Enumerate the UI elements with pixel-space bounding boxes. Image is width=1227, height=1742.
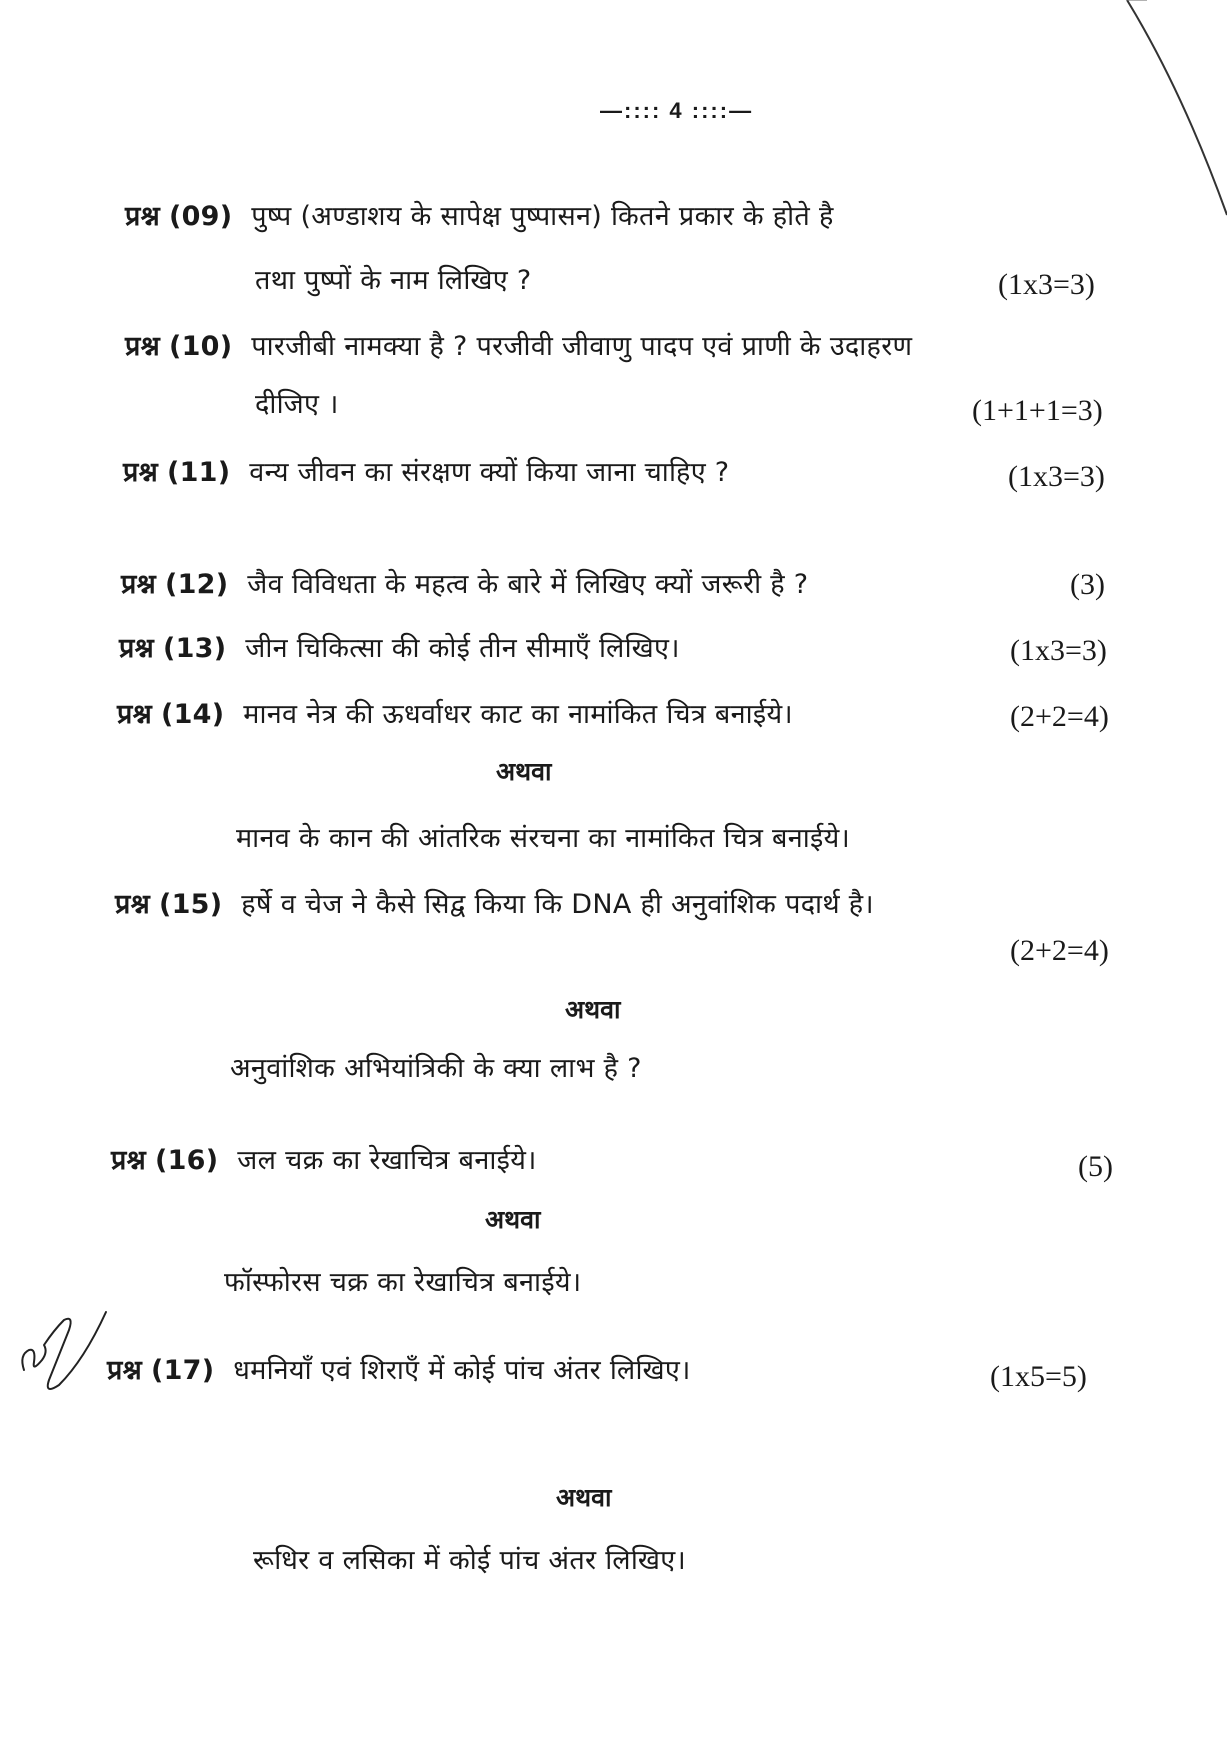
question-label: प्रश्न — [125, 331, 161, 362]
question-13 — [119, 628, 680, 665]
question-number: (12) — [164, 569, 229, 600]
question-17-alternative: रूधिर व लसिका में कोई पांच अंतर लिखिए। — [253, 1545, 686, 1576]
question-16 — [111, 1140, 537, 1177]
marks-10: (1+1+1=3) — [972, 394, 1103, 427]
question-text: पारजीबी नामक्या है ? परजीवी जीवाणु पादप एवं प्राणी के उदाहरण — [251, 331, 913, 362]
marks-11: (1x3=3) — [1008, 460, 1105, 493]
question-09 — [125, 196, 834, 233]
question-number: (09) — [168, 201, 233, 232]
or-label-17: अथवा — [556, 1483, 612, 1512]
marks-12: (3) — [1070, 568, 1105, 601]
marks-09: (1x3=3) — [998, 268, 1095, 301]
or-label-15: अथवा — [565, 995, 621, 1024]
question-text: हर्षे व चेज ने कैसे सिद्व किया कि DNA ही अनुवांशिक पदार्थ है। — [241, 889, 874, 920]
question-label: प्रश्न — [107, 1355, 143, 1386]
page-number: —:::: 4 ::::— — [600, 98, 754, 123]
question-text: जैव विविधता के महत्व के बारे में लिखिए क्यों जरूरी है ? — [247, 569, 809, 600]
question-number: (14) — [160, 699, 225, 730]
marks-16: (5) — [1078, 1150, 1113, 1183]
question-number: (17) — [150, 1355, 215, 1386]
question-14-alternative: मानव के कान की आंतरिक संरचना का नामांकित चित्र बनाईये। — [236, 823, 851, 854]
question-12 — [121, 564, 808, 601]
or-label-16: अथवा — [485, 1205, 541, 1234]
question-16-alternative: फॉस्फोरस चक्र का रेखाचित्र बनाईये। — [224, 1267, 582, 1298]
question-number: (11) — [166, 457, 231, 488]
question-14 — [117, 694, 793, 731]
question-label: प्रश्न — [117, 699, 153, 730]
marks-14: (2+2=4) — [1010, 700, 1109, 733]
question-15-alternative: अनुवांशिक अभियांत्रिकी के क्या लाभ है ? — [230, 1053, 642, 1084]
question-label: प्रश्न — [123, 457, 159, 488]
question-label: प्रश्न — [115, 889, 151, 920]
question-15 — [115, 884, 874, 921]
marks-17: (1x5=5) — [990, 1360, 1087, 1393]
question-10-line2: दीजिए । — [255, 389, 339, 420]
question-text: धमनियाँ एवं शिराएँ में कोई पांच अंतर लिखिए। — [233, 1355, 691, 1386]
or-label-14: अथवा — [496, 757, 552, 786]
question-number: (16) — [154, 1145, 219, 1176]
folded-corner — [1087, 0, 1227, 220]
question-text: वन्य जीवन का संरक्षण क्यों किया जाना चाहिए ? — [249, 457, 730, 488]
question-17 — [107, 1350, 691, 1387]
question-label: प्रश्न — [125, 201, 161, 232]
question-text: जल चक्र का रेखाचित्र बनाईये। — [237, 1145, 537, 1176]
question-number: (10) — [168, 331, 233, 362]
question-11 — [123, 452, 729, 489]
question-text: मानव नेत्र की ऊधर्वाधर काट का नामांकित चित्र बनाईये। — [243, 699, 793, 730]
question-number: (15) — [158, 889, 223, 920]
question-label: प्रश्न — [111, 1145, 147, 1176]
question-09-line2: तथा पुष्पों के नाम लिखिए ? — [255, 265, 532, 296]
question-text: पुष्प (अण्डाशय के सापेक्ष पुष्पासन) कितने प्रकार के होते है — [251, 201, 834, 232]
marks-15: (2+2=4) — [1010, 934, 1109, 967]
question-10 — [125, 326, 912, 363]
question-number: (13) — [162, 633, 227, 664]
marks-13: (1x3=3) — [1010, 634, 1107, 667]
question-text: जीन चिकित्सा की कोई तीन सीमाएँ लिखिए। — [245, 633, 680, 664]
handwritten-signature — [14, 1300, 114, 1410]
question-label: प्रश्न — [121, 569, 157, 600]
question-label: प्रश्न — [119, 633, 155, 664]
